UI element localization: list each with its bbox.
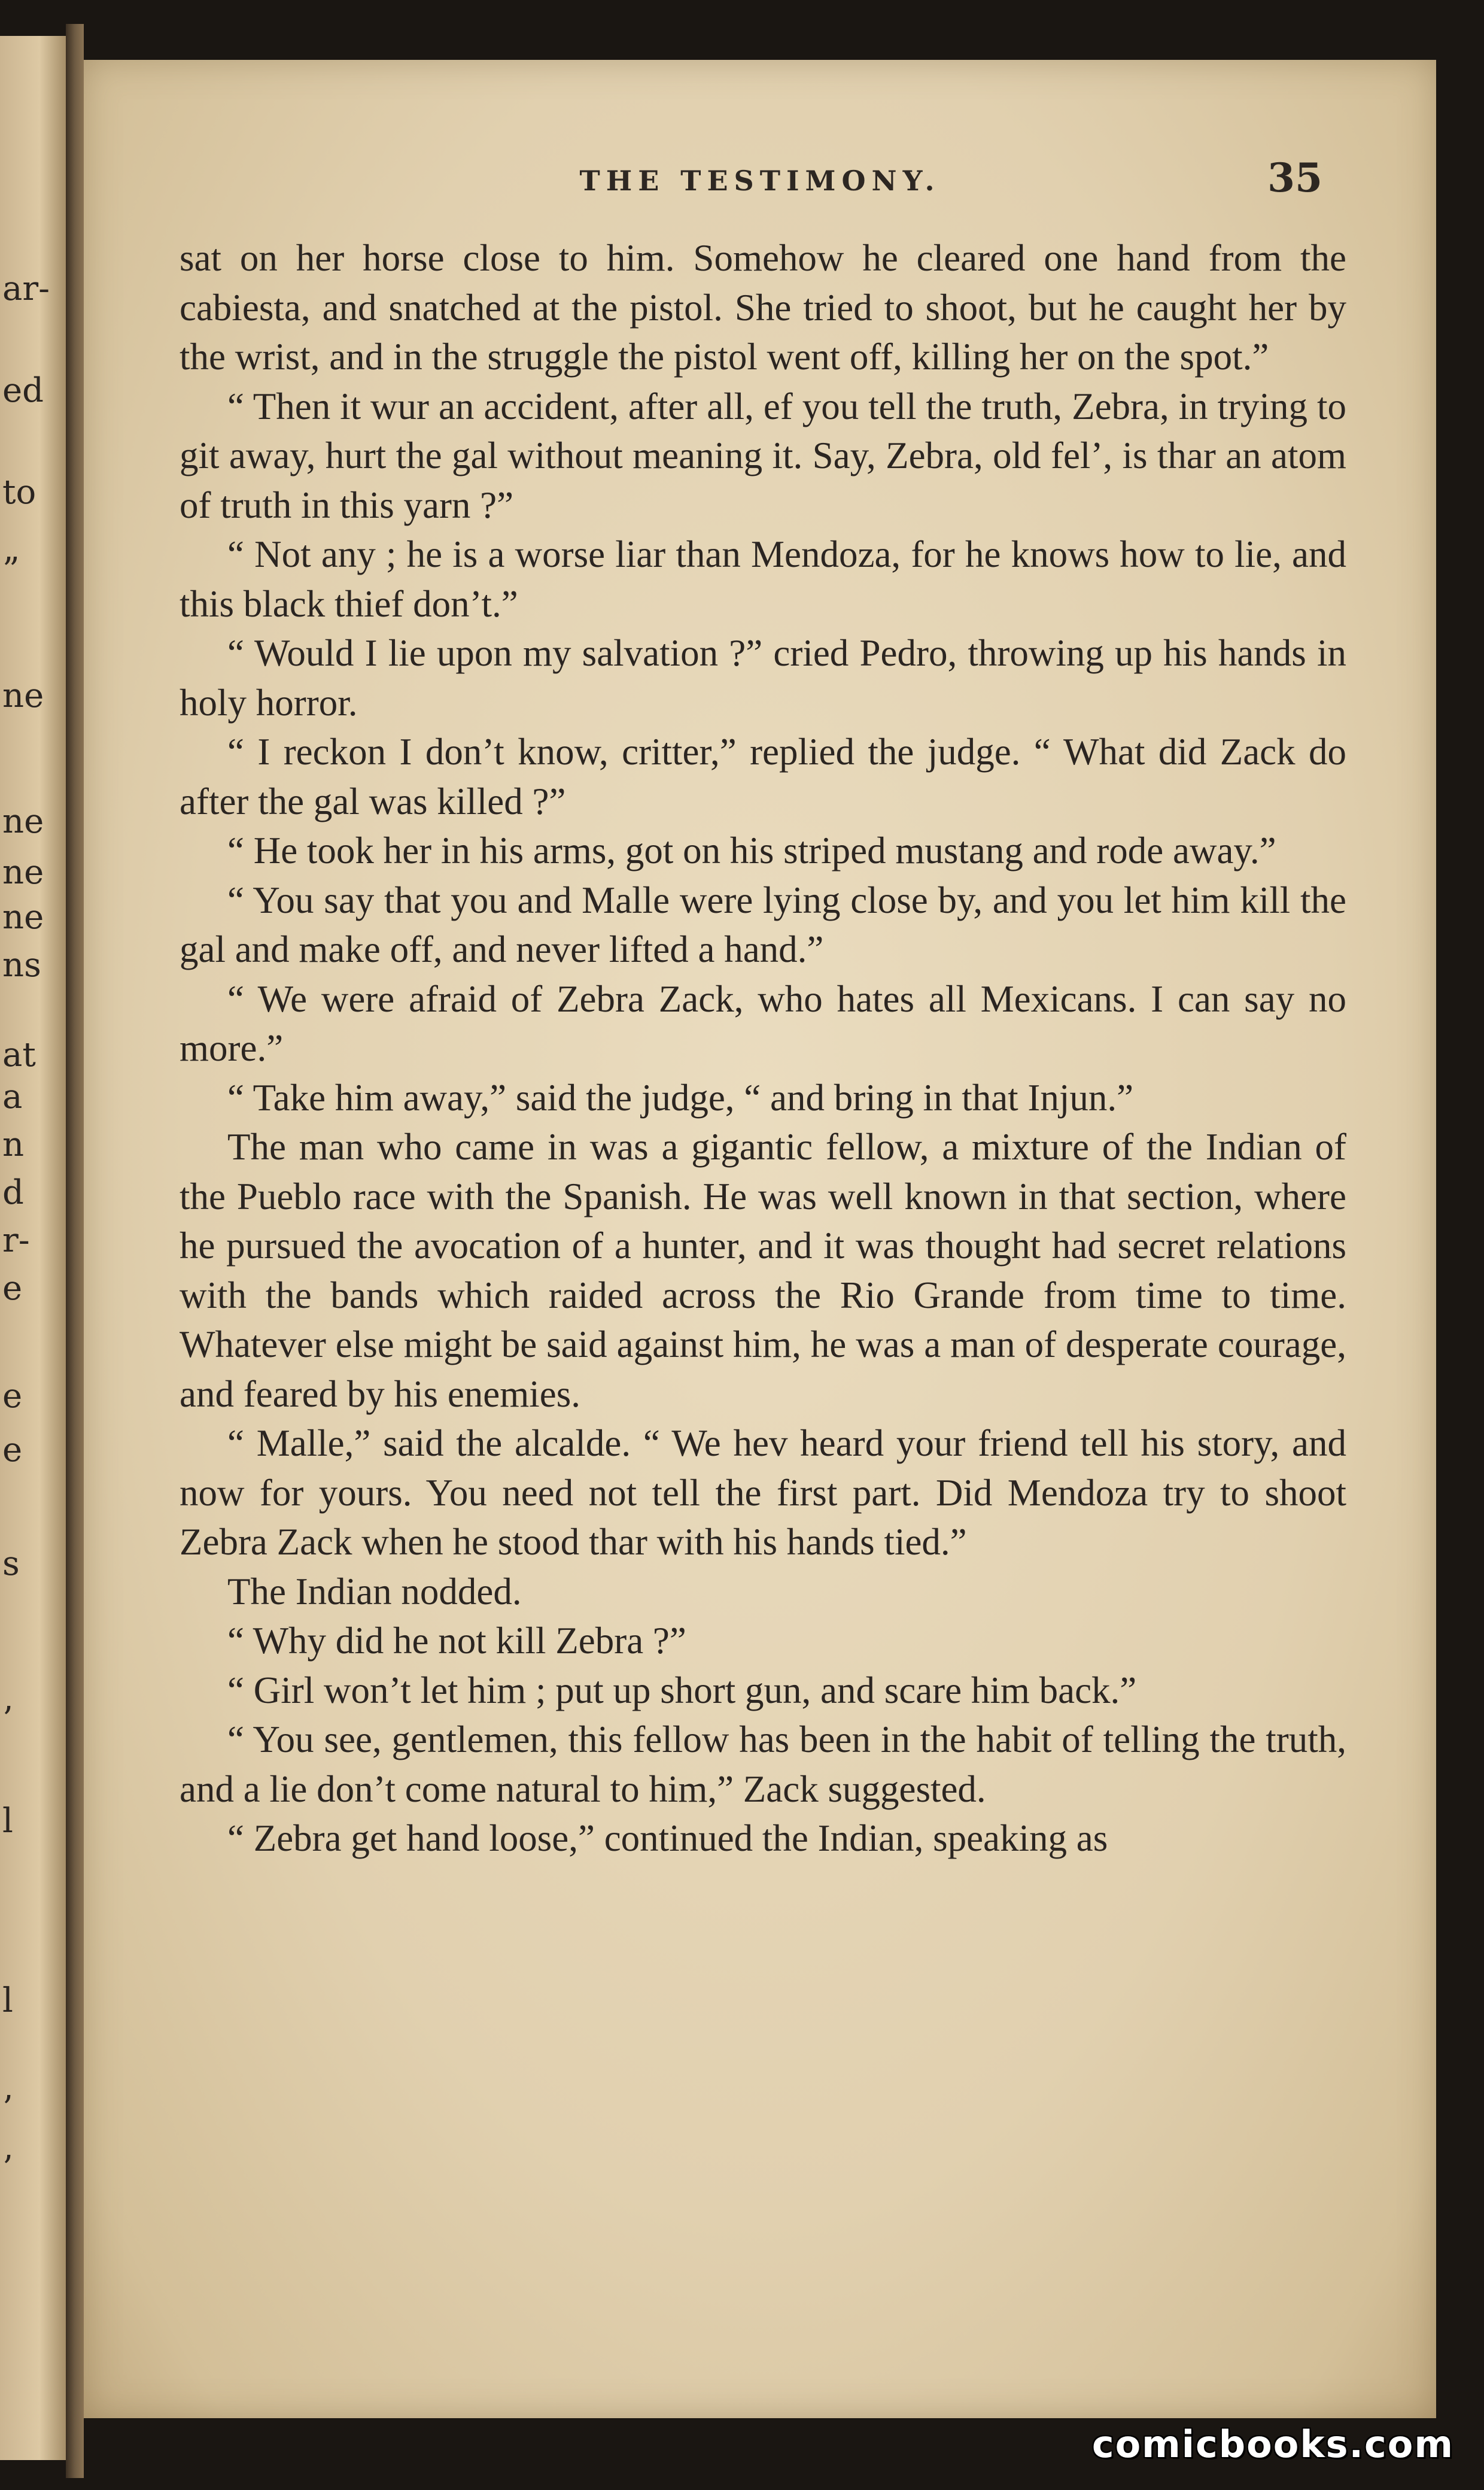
adjacent-page-text-fragment: at: [2, 1036, 36, 1074]
adjacent-page-text-fragment: ne: [2, 898, 44, 937]
adjacent-page-text-fragment: ns: [2, 946, 41, 985]
adjacent-page-text-fragment: ed: [2, 371, 44, 410]
adjacent-page-text-fragment: ar-: [2, 269, 50, 308]
paragraph: The man who came in was a gigantic fellow, a mixture of the Indian of the Pueblo race with the Spanish. He was well known in that section, where he pursued the avocation of a hunter, and it was thought had secret relations with the bands which raided across the Rio Grande from time to time. Whatever else might be said against him, he was a man of desperate courage, and feared by his enemies.: [180, 1126, 1346, 1415]
adjacent-page-text-fragment: e: [2, 1377, 23, 1416]
adjacent-page-text-fragment: a: [2, 1077, 23, 1116]
adjacent-page-text-fragment: s: [2, 1544, 20, 1583]
paragraph: “ He took her in his arms, got on his striped mustang and rode away.”: [227, 830, 1276, 872]
paragraph: “ You say that you and Malle were lying close by, and you let him kill the gal and make off, and never lifted a hand.”: [180, 879, 1346, 970]
adjacent-page-text-fragment: r-: [2, 1221, 30, 1260]
paragraph: “ I reckon I don’t know, critter,” replied the judge. “ What did Zack do after the gal was killed ?”: [180, 731, 1346, 822]
paragraph: “ Take him away,” said the judge, “ and bring in that Injun.”: [227, 1076, 1134, 1119]
adjacent-page-text-fragment: ’: [2, 2149, 13, 2188]
paragraph: “ Girl won’t let him ; put up short gun, and scare him back.”: [227, 1669, 1137, 1711]
paragraph: The Indian nodded.: [227, 1570, 522, 1613]
paragraph: “ You see, gentlemen, this fellow has been in the habit of telling the truth, and a lie don’t come natural to him,” Zack suggested.: [180, 1718, 1346, 1810]
paragraph: “ Zebra get hand loose,” continued the Indian, speaking as: [227, 1817, 1108, 1859]
adjacent-page-text-fragment: e: [2, 1431, 23, 1469]
adjacent-page-text-fragment: ne: [2, 802, 44, 841]
adjacent-page-text-fragment: ”: [2, 551, 20, 590]
paragraph: “ Malle,” said the alcalde. “ We hev heard your friend tell his story, and now for yours. You need not tell the first part. Did Mendoza try to shoot Zebra Zack when he stood thar with his hands tied.”: [180, 1422, 1346, 1563]
watermark: comicbooks.com: [1091, 2422, 1454, 2466]
adjacent-page-text-fragment: l: [2, 1981, 13, 2020]
page: [84, 60, 1436, 2418]
adjacent-page-text-fragment: to: [2, 473, 37, 512]
paragraph: “ Then it wur an accident, after all, ef you tell the truth, Zebra, in trying to git away, hurt the gal without meaning it. Say, Zebra, old fel’, is thar an atom of truth in this yarn ?”: [180, 385, 1346, 526]
adjacent-page-text-fragment: ’: [2, 1700, 13, 1739]
page-number: 35: [1267, 154, 1322, 201]
adjacent-page-text-fragment: e: [2, 1269, 23, 1308]
adjacent-page-text-fragment: ’: [2, 2089, 13, 2128]
book-gutter: [66, 24, 84, 2478]
paragraph: “ Would I lie upon my salvation ?” cried Pedro, throwing up his hands in holy horror.: [180, 632, 1346, 724]
adjacent-page-edge: [0, 36, 66, 2460]
body-text: [180, 233, 1346, 1863]
paragraph: sat on her horse close to him. Somehow he cleared one hand from the cabiesta, and snatched at the pistol. She tried to shoot, but he caught her by the wrist, and in the struggle the pistol went off, killing her on the spot.”: [180, 237, 1346, 378]
adjacent-page-text-fragment: n: [2, 1125, 25, 1164]
paragraph: “ Not any ; he is a worse liar than Mendoza, for he knows how to lie, and this black thief don’t.”: [180, 533, 1346, 625]
paragraph: “ Why did he not kill Zebra ?”: [227, 1620, 686, 1662]
adjacent-page-text-fragment: l: [2, 1802, 13, 1841]
running-head: THE TESTIMONY.: [579, 165, 941, 197]
adjacent-page-text-fragment: d: [2, 1173, 24, 1212]
adjacent-page-text-fragment: ne: [2, 853, 44, 892]
adjacent-page-text-fragment: ne: [2, 676, 44, 715]
paragraph: “ We were afraid of Zebra Zack, who hates all Mexicans. I can say no more.”: [180, 977, 1346, 1069]
